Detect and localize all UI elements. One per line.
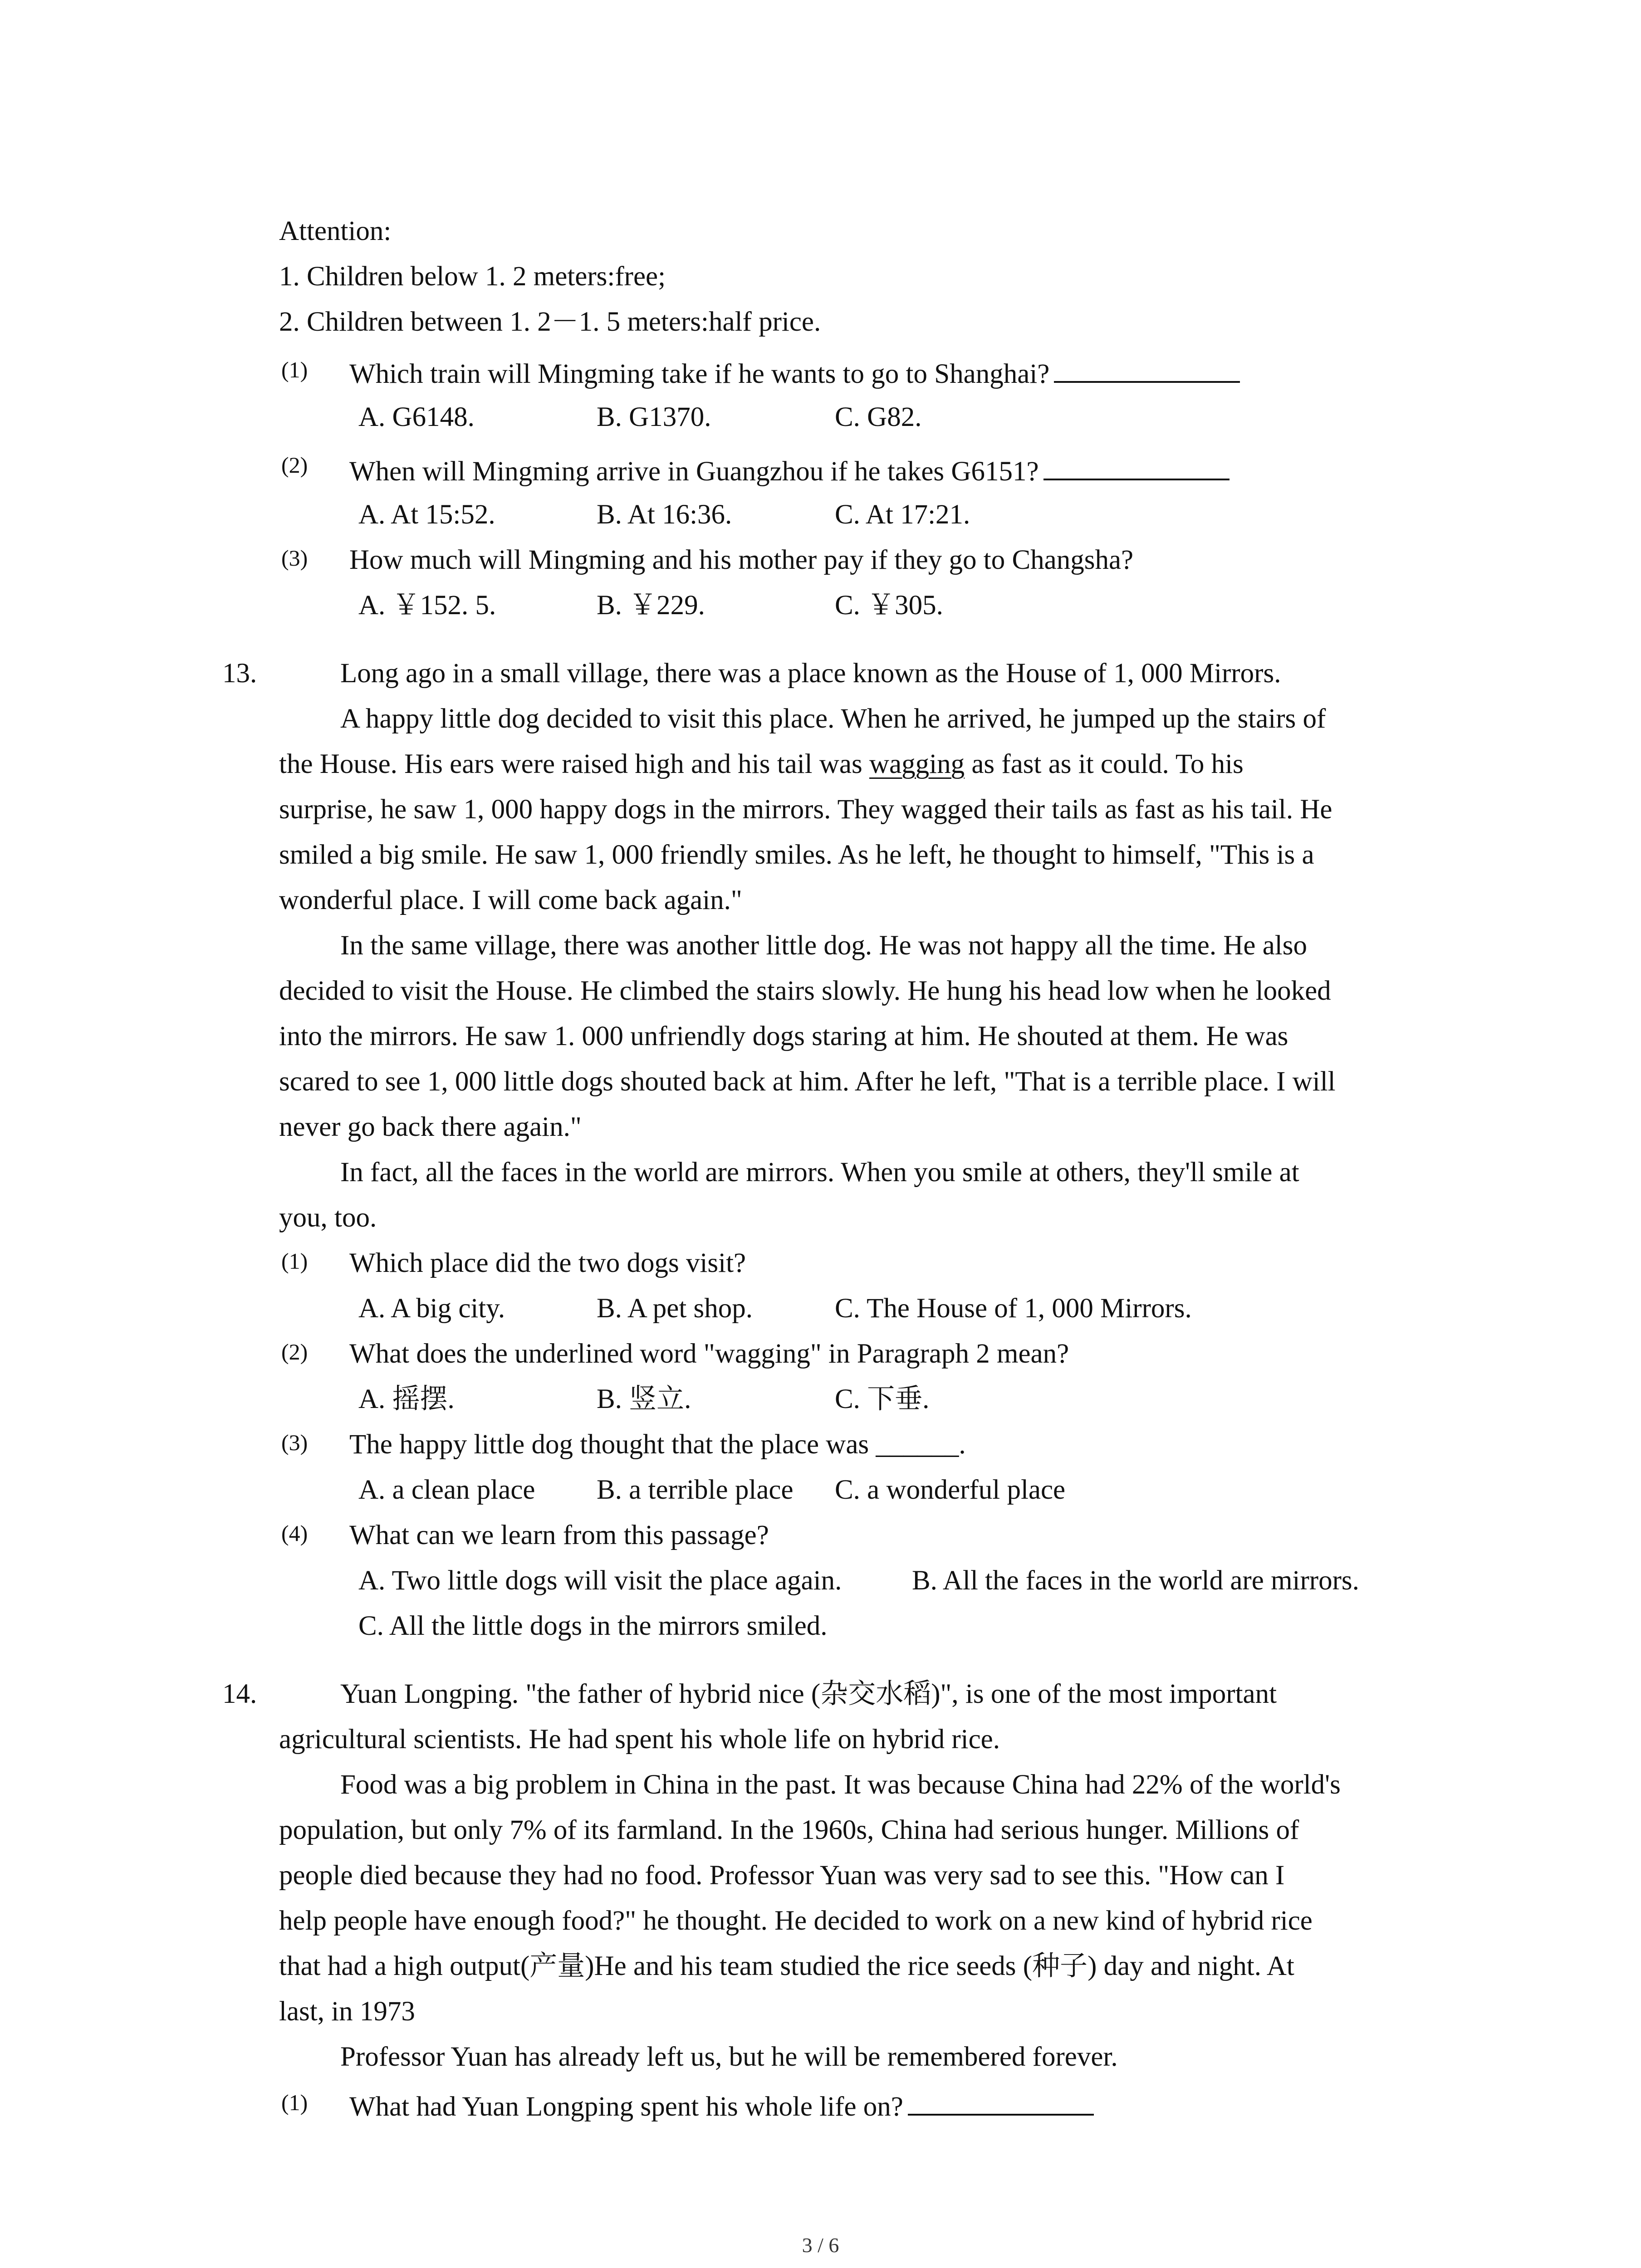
q13-2-number: (2) xyxy=(281,1339,308,1364)
q13-1-option-a[interactable]: A. A big city. xyxy=(358,1293,505,1324)
q14-1-number: (1) xyxy=(281,2090,308,2115)
q13-line: surprise, he saw 1, 000 happy dogs in the mirrors. They wagged their tails as fast as his tail. He xyxy=(279,794,1332,825)
q14-line: people died because they had no food. Professor Yuan was very sad to see this. "How can I xyxy=(279,1860,1285,1891)
answer-blank[interactable] xyxy=(1054,349,1240,383)
q13-3-number: (3) xyxy=(281,1430,308,1455)
q14-number: 14. xyxy=(222,1679,257,1709)
q12-2-option-a[interactable]: A. At 15:52. xyxy=(358,499,495,530)
q12-2-option-c[interactable]: C. At 17:21. xyxy=(835,499,970,530)
q13-1-question: Which place did the two dogs visit? xyxy=(349,1248,746,1278)
q13-line: In fact, all the faces in the world are mirrors. When you smile at others, they'll smile at xyxy=(340,1157,1299,1188)
q12-1-question: Which train will Mingming take if he wants to go to Shanghai? xyxy=(349,349,1240,397)
q14-line: help people have enough food?" he thought. He decided to work on a new kind of hybrid rice xyxy=(279,1906,1313,1936)
q13-line: A happy little dog decided to visit this place. When he arrived, he jumped up the stairs of xyxy=(340,704,1326,734)
page-number: 3 / 6 xyxy=(802,2234,839,2257)
q13-line: you, too. xyxy=(279,1202,377,1233)
underlined-word-wagging: wagging xyxy=(869,749,965,779)
answer-blank[interactable] xyxy=(908,2082,1094,2116)
q13-line: the House. His ears were raised high and his tail was wagging as fast as it could. To his xyxy=(279,749,1244,779)
q13-4-number: (4) xyxy=(281,1520,308,1546)
q13-3-option-a[interactable]: A. a clean place xyxy=(358,1475,535,1505)
q13-line: In the same village, there was another little dog. He was not happy all the time. He also xyxy=(340,930,1307,961)
q13-2-option-a[interactable]: A. 摇摆. xyxy=(358,1384,455,1414)
q14-line: population, but only 7% of its farmland. In the 1960s, China had serious hunger. Millions of xyxy=(279,1815,1299,1845)
q13-line: smiled a big smile. He saw 1, 000 friendly smiles. As he left, he thought to himself, "This is a xyxy=(279,840,1314,870)
q12-3-question: How much will Mingming and his mother pay if they go to Changsha? xyxy=(349,545,1134,575)
q12-3-number: (3) xyxy=(281,545,308,571)
q13-number: 13. xyxy=(222,658,257,689)
q13-3-option-c[interactable]: C. a wonderful place xyxy=(835,1475,1066,1505)
q13-4-question: What can we learn from this passage? xyxy=(349,1520,769,1550)
q13-2-question: What does the underlined word "wagging" in Paragraph 2 mean? xyxy=(349,1339,1069,1369)
q14-line: agricultural scientists. He had spent his whole life on hybrid rice. xyxy=(279,1724,1000,1755)
q13-1-option-b[interactable]: B. A pet shop. xyxy=(597,1293,753,1324)
q12-1-option-a[interactable]: A. G6148. xyxy=(358,402,475,432)
q14-line: Yuan Longping. "the father of hybrid nice (杂交水稻)", is one of the most important xyxy=(340,1679,1277,1709)
q12-2-number: (2) xyxy=(281,452,308,478)
q13-3-question: The happy little dog thought that the place was ______. xyxy=(349,1429,966,1460)
q13-line: decided to visit the House. He climbed the stairs slowly. He hung his head low when he looked xyxy=(279,976,1331,1006)
q12-1-number: (1) xyxy=(281,357,308,382)
q13-4-option-b[interactable]: B. All the faces in the world are mirrors. xyxy=(912,1565,1359,1596)
q12-3-option-c[interactable]: C. ￥305. xyxy=(835,590,943,621)
q14-line: that had a high output(产量)He and his team studied the rice seeds (种子) day and night. At xyxy=(279,1951,1294,1981)
q13-line: never go back there again." xyxy=(279,1112,582,1142)
q12-2-option-b[interactable]: B. At 16:36. xyxy=(597,499,732,530)
q13-line: scared to see 1, 000 little dogs shouted back at him. After he left, "That is a terrible place. I will xyxy=(279,1066,1336,1097)
attention-rule-1: 1. Children below 1. 2 meters:free; xyxy=(279,261,666,292)
q13-line: Long ago in a small village, there was a place known as the House of 1, 000 Mirrors. xyxy=(340,658,1281,689)
attention-rule-2: 2. Children between 1. 2－1. 5 meters:half price. xyxy=(279,307,821,337)
q14-line: Professor Yuan has already left us, but he will be remembered forever. xyxy=(340,2042,1118,2072)
q12-3-option-b[interactable]: B. ￥229. xyxy=(597,590,705,621)
q12-3-option-a[interactable]: A. ￥152. 5. xyxy=(358,590,496,621)
q13-2-option-c[interactable]: C. 下垂. xyxy=(835,1384,930,1414)
q13-4-option-a[interactable]: A. Two little dogs will visit the place again. xyxy=(358,1565,842,1596)
q13-1-number: (1) xyxy=(281,1248,308,1274)
q14-line: Food was a big problem in China in the past. It was because China had 22% of the world's xyxy=(340,1769,1341,1800)
q13-3-option-b[interactable]: B. a terrible place xyxy=(597,1475,794,1505)
q14-1-question: What had Yuan Longping spent his whole life on? xyxy=(349,2082,1094,2130)
attention-title: Attention: xyxy=(279,216,392,246)
q12-1-option-c[interactable]: C. G82. xyxy=(835,402,922,432)
q13-line: wonderful place. I will come back again." xyxy=(279,885,742,915)
q13-2-option-b[interactable]: B. 竖立. xyxy=(597,1384,691,1414)
q13-1-option-c[interactable]: C. The House of 1, 000 Mirrors. xyxy=(835,1293,1192,1324)
q12-1-option-b[interactable]: B. G1370. xyxy=(597,402,711,432)
answer-blank[interactable] xyxy=(1043,447,1230,480)
q12-2-question: When will Mingming arrive in Guangzhou if he takes G6151? xyxy=(349,447,1230,494)
q13-4-option-c[interactable]: C. All the little dogs in the mirrors smiled. xyxy=(358,1611,828,1641)
q14-line: last, in 1973 xyxy=(279,1996,415,2027)
q13-line: into the mirrors. He saw 1. 000 unfriendly dogs staring at him. He shouted at them. He was xyxy=(279,1021,1288,1051)
